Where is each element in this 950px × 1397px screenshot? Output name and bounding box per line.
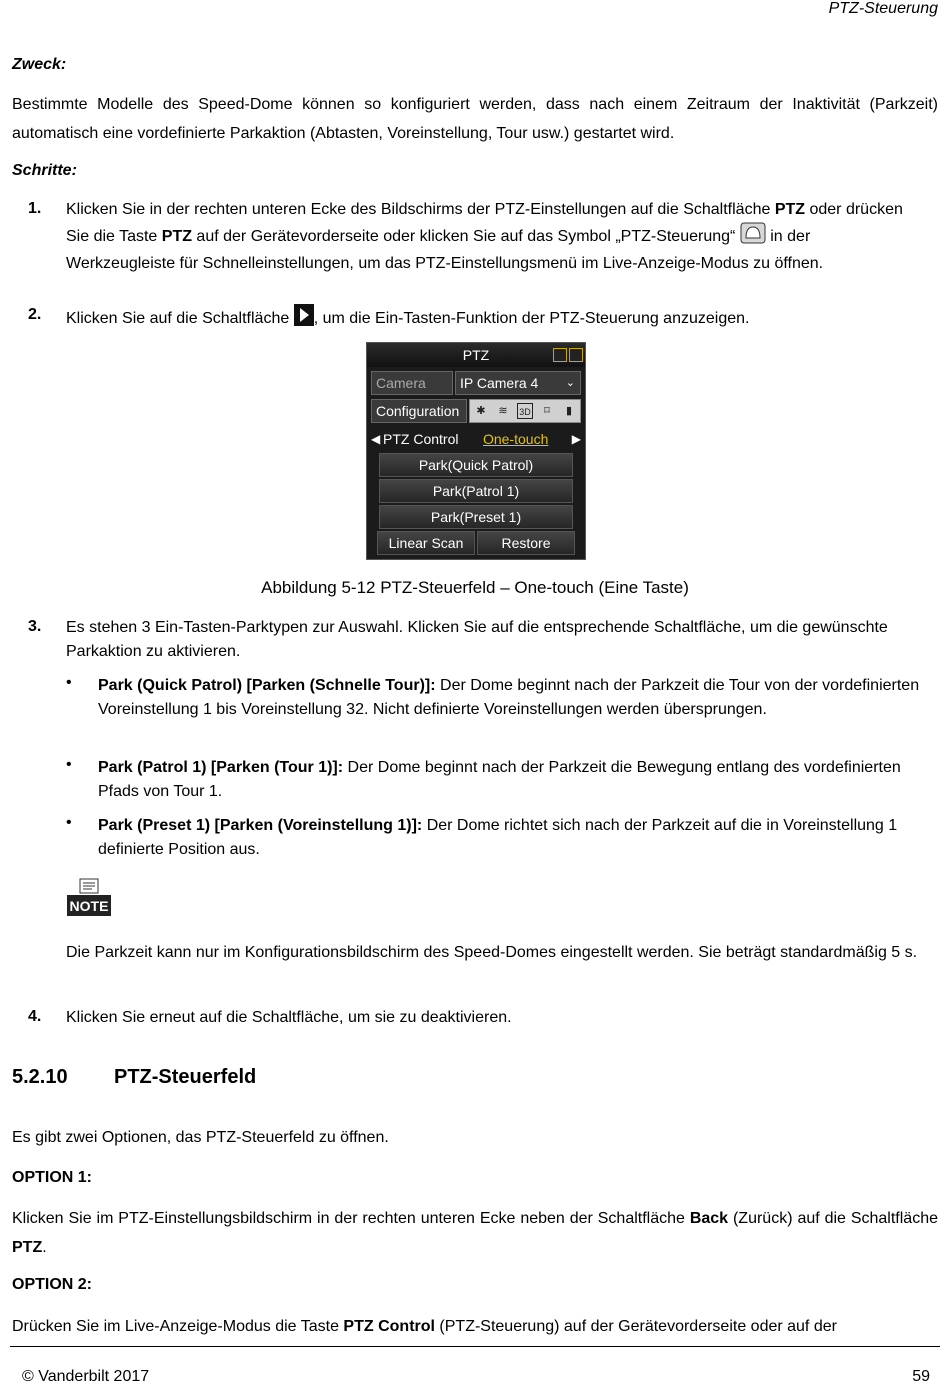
step-4-text: Klicken Sie erneut auf die Schaltfläche, um sie zu deaktivieren. <box>66 1009 512 1026</box>
camera-select-value: IP Camera 4 <box>460 375 539 391</box>
ptz-panel <box>366 342 586 560</box>
option-1-text <box>12 1204 938 1262</box>
section-number: 5.2.10 <box>12 1066 68 1088</box>
step-1-part: auf der Gerätevorderseite oder klicken Sie auf das Symbol „PTZ-Steuerung“ <box>191 228 740 246</box>
close-icon[interactable] <box>569 348 583 362</box>
note-label: NOTE <box>69 898 109 914</box>
park-quick-patrol-button[interactable]: Park(Quick Patrol) <box>379 453 573 477</box>
option-2-part: Drücken Sie im Live-Anzeige-Modus die Taste <box>12 1318 344 1335</box>
step-2-part: Klicken Sie auf die Schaltfläche <box>66 310 294 328</box>
step-3-text: Es stehen 3 Ein-Tasten-Parktypen zur Auswahl. Klicken Sie auf die entsprechende Schaltfläche, um die gewünschte Parkaktion zu aktivieren. <box>66 619 888 660</box>
zweck-text: Bestimmte Modelle des Speed-Dome können so konfiguriert werden, dass nach einem Zeitraum der Inaktivität (Parkzeit) automatisch eine vordefinierte Parkaktion (Abtasten, Voreinstellung, Tour usw.) gestartet wird. <box>12 96 938 142</box>
step-1-bold-ptz-key: PTZ <box>161 228 192 246</box>
option-2-heading: OPTION 2: <box>12 1276 93 1293</box>
bullet-item <box>98 756 928 804</box>
step-3-number: 3. <box>28 618 42 635</box>
option-1-heading: OPTION 1: <box>12 1169 93 1186</box>
figure-caption: Abbildung 5-12 PTZ-Steuerfeld – One-touch (Eine Taste) <box>261 578 689 597</box>
light-icon[interactable]: ✱ <box>476 405 486 417</box>
option-1-bold-back: Back <box>689 1210 729 1227</box>
configuration-button[interactable]: Configuration <box>371 399 467 423</box>
camera-label: Camera <box>371 371 453 395</box>
section-title: PTZ-Steuerfeld <box>114 1066 257 1088</box>
bullet-dot: • <box>66 814 72 831</box>
option-1-bold-ptz: PTZ <box>12 1239 43 1256</box>
minimize-icon[interactable] <box>553 348 567 362</box>
note-text: Die Parkzeit kann nur im Konfigurationsbildschirm des Speed-Domes eingestellt werden. Sie beträgt standardmäßig 5 s. <box>66 944 918 961</box>
footer-divider <box>10 1346 940 1347</box>
chevron-down-icon: ⌄ <box>565 377 575 389</box>
schritte-heading: Schritte: <box>12 162 77 179</box>
running-header: PTZ-Steuerung <box>828 0 938 17</box>
bullet-text: Der Dome beginnt nach der Parkzeit die Bewegung entlang des vordefinierten Pfads von Tour 1. <box>98 759 901 800</box>
play-arrow-icon <box>294 304 314 334</box>
step-1-part: in der Werkzeugleiste für Schnelleinstellungen, um das PTZ-Einstellungsmenü im Live-Anzeige-Modus zu öffnen. <box>66 228 824 272</box>
restore-button[interactable]: Restore <box>477 531 575 555</box>
step-2-number: 2. <box>28 306 42 323</box>
linear-scan-button[interactable]: Linear Scan <box>377 531 475 555</box>
bullet-dot: • <box>66 756 72 773</box>
option-1-part: . <box>42 1239 47 1256</box>
option-2-text <box>12 1312 942 1341</box>
center-icon[interactable]: ⌑ <box>544 405 550 417</box>
note-icon <box>66 878 112 918</box>
option-1-part: (Zurück) auf die Schaltfläche <box>728 1210 939 1227</box>
menu-icon[interactable]: ▮ <box>565 405 573 417</box>
bullet-dot: • <box>66 674 72 691</box>
intro-text: Es gibt zwei Optionen, das PTZ-Steuerfeld zu öffnen. <box>12 1129 389 1146</box>
tab-ptz-control[interactable]: PTZ Control <box>383 431 459 447</box>
step-2-text <box>66 304 916 334</box>
step-1-part: oder drücken Sie die Taste <box>66 201 903 246</box>
bullet-text: Der Dome beginnt nach der Parkzeit die Tour von der vordefinierten Voreinstellung 1 bis Voreinstellung 32. Nicht definierte Voreinstellungen werden übersprungen. <box>98 677 920 718</box>
bullet-bold: Park (Patrol 1) [Parken (Tour 1)]: <box>98 759 344 776</box>
bullet-item <box>98 674 928 722</box>
step-1-part: Klicken Sie in der rechten unteren Ecke des Bildschirms der PTZ-Einstellungen auf die Schaltfläche <box>66 201 775 218</box>
footer-copyright: © Vanderbilt 2017 <box>22 1368 150 1385</box>
ptz-toolbar <box>469 399 581 423</box>
bullet-item <box>98 814 928 862</box>
step-1-text <box>66 198 916 276</box>
option-2-part: (PTZ-Steuerung) auf der Gerätevorderseite oder auf der <box>434 1318 837 1335</box>
park-patrol-1-button[interactable]: Park(Patrol 1) <box>379 479 573 503</box>
3d-zoom-icon[interactable]: 3D <box>517 403 533 419</box>
step-1-number: 1. <box>28 200 42 217</box>
camera-select[interactable] <box>455 371 581 395</box>
bullet-bold: Park (Preset 1) [Parken (Voreinstellung 1)]: <box>98 817 423 834</box>
bullet-text: Der Dome richtet sich nach der Parkzeit auf die in Voreinstellung 1 definierte Position aus. <box>98 817 898 858</box>
option-1-part: Klicken Sie im PTZ-Einstellungsbildschirm in der rechten unteren Ecke neben der Schaltfläche <box>12 1210 690 1227</box>
step-2-part: , um die Ein-Tasten-Funktion der PTZ-Steuerung anzuzeigen. <box>313 310 750 328</box>
ptz-panel-title: PTZ <box>367 343 585 367</box>
footer-page-number: 59 <box>912 1368 930 1385</box>
ptz-control-icon <box>740 222 766 252</box>
arrow-right-icon[interactable]: ▶ <box>571 432 581 446</box>
step-4-number: 4. <box>28 1008 42 1025</box>
zweck-heading: Zweck: <box>12 56 67 73</box>
step-1-bold-ptz: PTZ <box>774 201 806 218</box>
wiper-icon[interactable]: ≋ <box>498 405 508 417</box>
arrow-left-icon[interactable]: ◀ <box>371 432 381 446</box>
bullet-bold: Park (Quick Patrol) [Parken (Schnelle Tour)]: <box>98 677 436 694</box>
park-preset-1-button[interactable]: Park(Preset 1) <box>379 505 573 529</box>
tab-one-touch[interactable]: One-touch <box>483 431 549 447</box>
option-2-bold-ptz-control: PTZ Control <box>343 1318 435 1335</box>
